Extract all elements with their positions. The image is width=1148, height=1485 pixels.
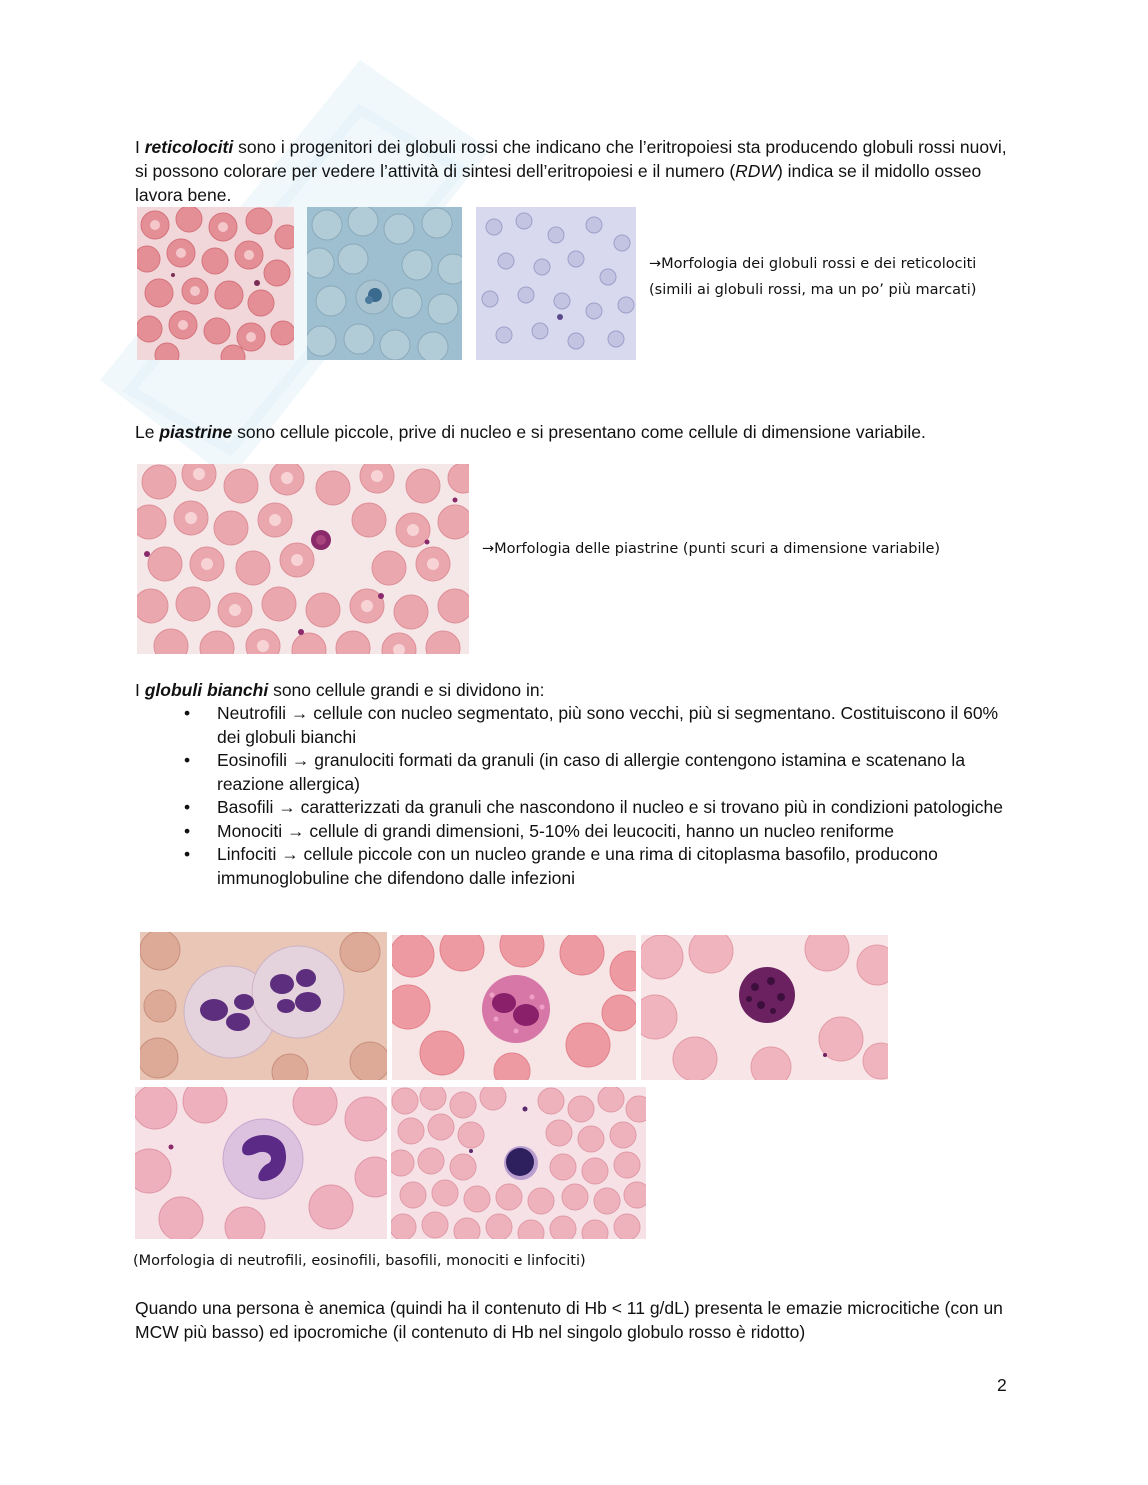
term-reticolociti: reticolociti bbox=[144, 137, 234, 157]
list-item bbox=[135, 843, 1025, 890]
reticolociti-caption: →Morfologia dei globuli rossi e dei reticolociti (simili ai globuli rossi, ma un po’ più marcati) bbox=[649, 256, 977, 298]
term-globuli-bianchi: globuli bianchi bbox=[144, 680, 269, 700]
piastrine-caption: →Morfologia delle piastrine (punti scuri a dimensione variabile) bbox=[482, 541, 941, 557]
paragraph-prefix: I bbox=[135, 137, 145, 157]
list-item bbox=[135, 820, 1025, 844]
paragraph-text: sono cellule piccole, prive di nucleo e si presentano come cellule di dimensione variabile. bbox=[232, 422, 926, 442]
paragraph-prefix: I bbox=[135, 680, 145, 700]
image-monocyte bbox=[135, 1087, 387, 1239]
list-item-text: Basofili → caratterizzati da granuli che nascondono il nucleo e si trovano più in condizioni patologiche bbox=[217, 797, 1004, 817]
term-rdw: RDW bbox=[735, 161, 777, 181]
white-cell-types-list bbox=[135, 702, 1025, 890]
image-neutrophils bbox=[140, 932, 387, 1080]
paragraph-prefix: Le bbox=[135, 422, 160, 442]
image-lymphocyte bbox=[391, 1087, 646, 1239]
list-item-text: Linfociti → cellule piccole con un nucleo grande e una rima di citoplasma basofilo, producono immunoglobuline che difendono dalle infezioni bbox=[217, 844, 938, 888]
paragraph-text: ) indica se il midollo osseo lavora bene. bbox=[135, 161, 982, 205]
globuli-bianchi-paragraph bbox=[135, 678, 1015, 702]
list-item-text: Eosinofili → granulociti formati da granuli (in caso di allergie contengono istamina e scatenano la reazione allergica) bbox=[217, 750, 966, 794]
paragraph-text: sono cellule grandi e si dividono in: bbox=[268, 680, 545, 700]
piastrine-paragraph bbox=[135, 420, 1015, 444]
image-basophil bbox=[641, 935, 888, 1080]
image-red-blood-cells-smear bbox=[137, 207, 294, 360]
page-number: 2 bbox=[997, 1375, 1007, 1395]
list-item bbox=[135, 702, 1025, 749]
anemia-paragraph: Quando una persona è anemica (quindi ha il contenuto di Hb < 11 g/dL) presenta le emazie microcitiche (con un MCW più basso) ed ipocromiche (il contenuto di Hb nel singolo globulo rosso è ridotto) bbox=[135, 1298, 1003, 1342]
bullet: • bbox=[184, 750, 191, 770]
image-eosinophil bbox=[392, 935, 636, 1080]
list-item bbox=[135, 749, 1025, 796]
image-blood-smear-lavender bbox=[476, 207, 636, 360]
list-item bbox=[135, 796, 1025, 820]
image-reticulocyte-stain bbox=[307, 207, 462, 360]
list-item-text: Neutrofili → cellule con nucleo segmentato, più sono vecchi, più si segmentano. Costituiscono il 60% dei globuli bianchi bbox=[217, 703, 999, 747]
term-piastrine: piastrine bbox=[159, 422, 233, 442]
globuli-bianchi-caption: (Morfologia di neutrofili, eosinofili, basofili, monociti e linfociti) bbox=[133, 1253, 586, 1269]
bullet: • bbox=[184, 797, 191, 817]
reticolociti-paragraph bbox=[135, 135, 1015, 207]
bullet: • bbox=[184, 703, 191, 723]
list-item-text: Monociti → cellule di grandi dimensioni, 5-10% dei leucociti, hanno un nucleo reniforme bbox=[217, 820, 895, 841]
paragraph-text: sono i progenitori dei globuli rossi che indicano che l’eritropoiesi sta producendo globuli rossi nuovi, si possono colorare per vedere l’attività di sintesi dell’eritropoiesi e il numero ( bbox=[135, 137, 1007, 181]
bullet: • bbox=[184, 844, 191, 864]
image-platelets-smear bbox=[137, 464, 469, 654]
bullet: • bbox=[184, 820, 191, 841]
